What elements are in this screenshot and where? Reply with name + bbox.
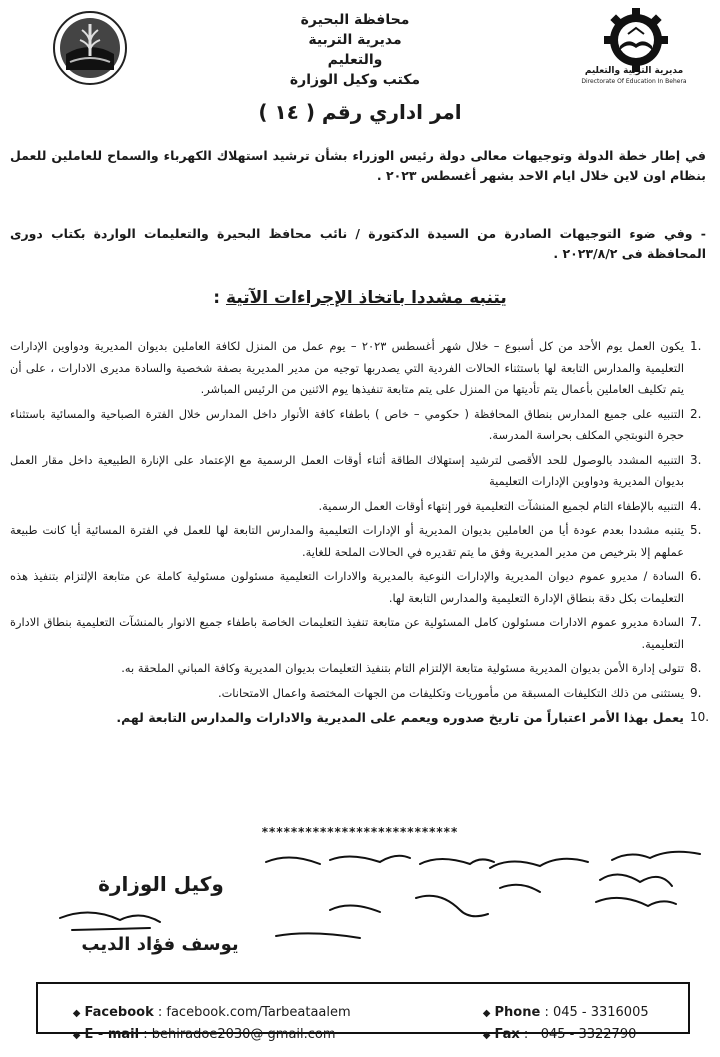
procedure-item-number: 7. [690, 615, 702, 629]
procedures-heading-colon: : [213, 288, 221, 308]
procedure-item [10, 658, 710, 680]
bullet-icon: ◆ [72, 1008, 81, 1019]
procedure-item-text: السادة / مديرو عموم ديوان المديرية والإدارات النوعية بالمديرية والادارات التعليمية مسئولون مسئولية كاملة عن متابعة الإلتزام بتنفيذ هذه التعليمات بكل دقة بنطاق الإدارة التعليمية والمدارس التابعة لها. [10, 569, 684, 605]
procedure-item-number: 1. [690, 339, 702, 353]
procedure-item-number: 9. [690, 685, 702, 700]
logo-caption: مديرية التربية والتعليم [584, 66, 684, 76]
procedure-item-text: يكون العمل يوم الأحد من كل أسبوع – خلال شهر أغسطس ٢٠٢٣ – يوم عمل من المنزل لكافة العاملين بديوان المديرية ودواوين الإدارات التعليمية والمدارس التابعة لها باستثناء الحالات الفردية التي يصدربها توجيه من مدير المديرية بصفة شخصية والسادة مديرى الادارات ، على أن يتم تكليف العاملين بأعمال يتم تأديتها من المنزل على يتم متابعة تنفيذها يوم الاثنين من الرئيس المباشر. [10, 339, 684, 396]
procedure-item-number: 8. [690, 661, 702, 675]
procedure-item [10, 520, 710, 563]
procedure-item-text: يستثنى من ذلك التكليفات المسبقة من مأموريات وتكليفات من الجهات المختصة واعمال الامتحانات. [217, 685, 684, 700]
procedure-item [10, 612, 710, 655]
procedure-item-text: التنبيه بالإطفاء التام لجميع المنشآت التعليمية فور إنتهاء أوقات العمل الرسمية. [318, 498, 684, 513]
procedure-item-number: 3. [690, 452, 702, 467]
procedures-heading-text: يتنبه مشددا باتخاذ الإجراءات الآتية [225, 288, 507, 308]
fax-label: Fax [494, 1027, 520, 1042]
office-name: مكتب وكيل الوزارة [289, 72, 421, 88]
procedure-item [10, 450, 710, 493]
procedure-item [10, 496, 710, 518]
email-row [48, 1012, 336, 1057]
procedure-item [10, 707, 710, 729]
procedure-item-number: 10. [690, 710, 710, 724]
governorate-name: محافظة البحيرة [300, 12, 410, 28]
header-text [280, 10, 430, 90]
facebook-label: Facebook [84, 1005, 154, 1020]
signatory-name: يوسف فؤاد الديب [81, 934, 239, 955]
procedure-item-number: 5. [690, 523, 702, 537]
intro-paragraph-1: في إطار خطة الدولة وتوجيهات معالى دولة رئيس الوزراء بشأن ترشيد استهلاك الكهرباء والسماح للعاملين للعمل بنظام اون لاين خلال ايام الاحد بشهر أغسطس ٢٠٢٣ . [10, 148, 706, 183]
procedure-item-number: 6. [690, 569, 702, 583]
governorate-emblem-icon [52, 10, 128, 86]
bullet-icon: ◆ [482, 1030, 491, 1041]
separator-stars: *************************** [261, 825, 459, 839]
logo-caption-english: Directorate Of Education In Behera [581, 78, 687, 85]
handwritten-signatures [0, 840, 720, 980]
procedures-heading [0, 288, 720, 308]
procedure-item [10, 404, 710, 447]
bullet-icon: ◆ [72, 1030, 81, 1041]
signatory-title: وكيل الوزارة [98, 872, 224, 896]
procedure-item [10, 683, 710, 705]
order-title: امر اداري رقم ( ١٤ ) [258, 100, 462, 124]
intro-paragraph-2: - وفي ضوء التوجيهات الصادرة من السيدة الدكتورة / نائب محافظ البحيرة والتعليمات الواردة بكتاب دورى المحافظة فى ٢٠٢٣/٨/٢ . [10, 226, 706, 261]
procedure-item-text: التنبيه المشدد بالوصول للحد الأقصى لترشيد إستهلاك الطاقة أثناء أوقات العمل الرسمية مع الإعتماد على الإنارة الطبيعية داخل مقار العمل بديوان المديرية ودواوين الإدارات التعليمية [10, 452, 684, 488]
phone-value: : 045 - 3316005 [544, 1005, 649, 1020]
procedure-item-number: 2. [690, 406, 702, 421]
contact-footer [36, 982, 690, 1042]
directorate-name: مديرية التربية والتعليم [308, 32, 402, 68]
procedure-item-text: يتنبه مشددا بعدم عودة أيا من العاملين بديوان المديرية أو الإدارات التعليمية والمدارس التابعة لها للعمل في الفترة المسائية أيا كانت طبيعة عملهم إلا بترخيص من مدير المديرية وفق ما يتم تقديره في الحالات الملحة للغاية. [10, 523, 684, 559]
procedures-list [10, 336, 710, 732]
procedure-item [10, 566, 710, 609]
email-link[interactable]: : behiradoe2030@ gmail.com [143, 1027, 336, 1042]
bullet-icon: ◆ [482, 1008, 491, 1019]
phone-label: Phone [494, 1005, 541, 1020]
facebook-link[interactable]: : facebook.com/Tarbeataalem [157, 1005, 351, 1020]
procedure-item [10, 336, 710, 401]
procedure-item-text: يعمل بهذا الأمر اعتباراً من تاريخ صدوره ويعمم على المديرية والادارات والمدارس التابعة لهم. [116, 710, 684, 725]
procedure-item-text: التنبيه على جميع المدارس بنطاق المحافظة ( حكومي – خاص ) باطفاء كافة الأنوار داخل المدارس خلال الفترة الصباحية والمسائية باستثناء حجرة النوبتجي المكلف بحراسة المدرسة. [10, 406, 684, 442]
procedure-item-number: 4. [690, 498, 702, 513]
procedure-item-text: تتولى إدارة الأمن بديوان المديرية مسئولية متابعة الإلتزام التام بتنفيذ التعليمات بديوان المديرية وكافة المباني الملحقة به. [121, 661, 684, 675]
procedure-item-text: السادة مديرو عموم الادارات مسئولون كامل المسئولية عن متابعة تنفيذ التعليمات الخاصة باطفاء جميع الانوار بالمنشآت التعليمية بنطاق الادارة التعليمية. [10, 615, 684, 651]
email-label: E - mail [84, 1027, 140, 1042]
fax-row [458, 1012, 636, 1057]
fax-value: : 045 - 3322790 [523, 1027, 637, 1042]
